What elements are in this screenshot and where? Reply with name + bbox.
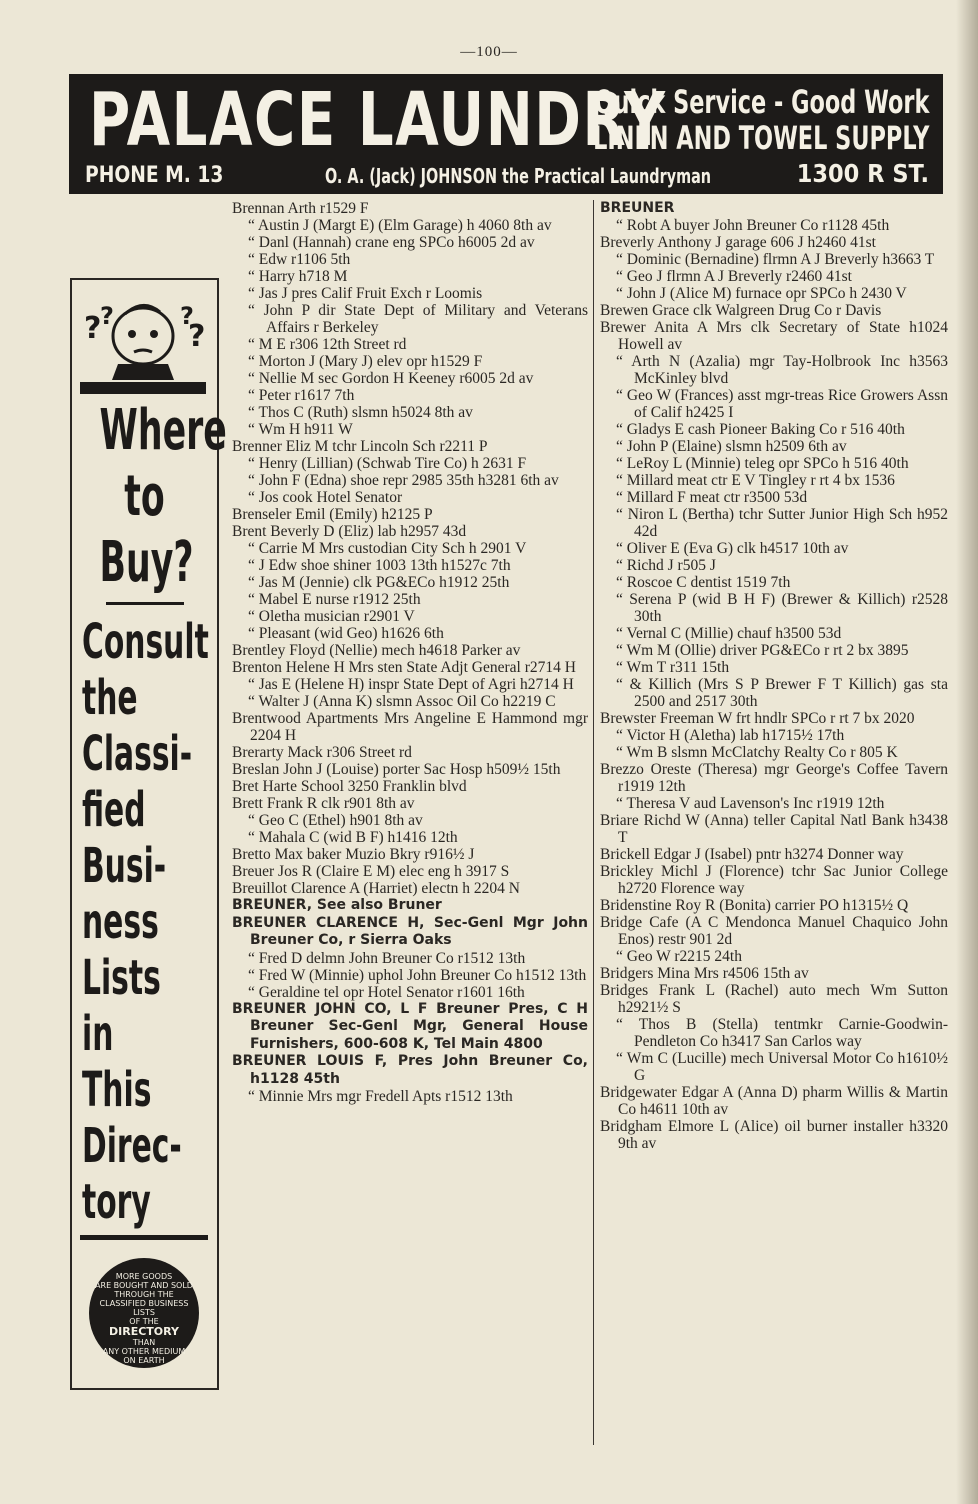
directory-entry: “ Wm H h911 W	[248, 421, 353, 438]
directory-entry: “ Geraldine tel opr Hotel Senator r1601 16th	[248, 983, 525, 1001]
directory-entry: “ Richd J r505 J	[616, 557, 716, 574]
banner-tagline-1: Quick Service - Good Work	[594, 83, 929, 121]
directory-entry: “ Henry (Lillian) (Schwab Tire Co) h 2631 F	[248, 455, 527, 472]
ad-word-to: to	[124, 464, 165, 529]
directory-entry: BREUNER, See also Bruner	[232, 897, 442, 913]
directory-entry: “ Thos B (Stella) tentmkr Carnie-Goodwin-Pendleton Co h3417 San Carlos way	[616, 1016, 948, 1050]
directory-entry: Breslan John J (Louise) porter Sac Hosp h509½ 15th	[232, 761, 561, 778]
directory-entry: Breverly Anthony J garage 606 J h2460 41st	[600, 234, 876, 251]
directory-entry: “ Wm C (Lucille) mech Universal Motor Co h1610½ G	[616, 1050, 948, 1084]
banner-footer-row	[85, 160, 929, 188]
seal-line: ANY OTHER MEDIUM	[102, 1347, 186, 1356]
directory-entry: “ Arth N (Azalia) mgr Tay-Holbrook Inc h3563 McKinley blvd	[616, 353, 948, 387]
ad-word-busi: Busi-	[82, 838, 167, 894]
ad-word-buy: Buy?	[99, 530, 194, 595]
directory-entry: “ Wm B slsmn McClatchy Realty Co r 805 K	[616, 744, 898, 761]
svg-text:?: ?	[84, 311, 102, 346]
directory-entry: Brewster Freeman W frt hndlr SPCo r rt 7 bx 2020	[600, 710, 915, 727]
directory-entry: Bretto Max baker Muzio Bkry r916½ J	[232, 846, 475, 863]
ad-word-consult: Consult	[82, 614, 209, 670]
directory-entry: “ Niron L (Bertha) tchr Sutter Junior High Sch h952 42d	[616, 506, 948, 540]
directory-entry: Breuer Jos R (Claire E M) elec eng h 3917 S	[232, 863, 510, 880]
ad-word-fied: fied	[82, 782, 146, 838]
seal-line: THROUGH THE	[114, 1290, 174, 1299]
directory-entry: “ Jos cook Hotel Senator	[248, 489, 403, 506]
page-spine-shadow	[956, 0, 978, 1504]
directory-entry: “ Vernal C (Millie) chauf h3500 53d	[616, 625, 842, 642]
directory-entry: Brent Beverly D (Eliz) lab h2957 43d	[232, 523, 467, 540]
directory-entry: Brenton Helene H Mrs sten State Adjt General r2714 H	[232, 659, 576, 676]
directory-entry: “ Theresa V aud Lavenson's Inc r1919 12th	[616, 795, 885, 812]
directory-entry: Brerarty Mack r306 Street rd	[232, 744, 412, 761]
directory-entry: “ Harry h718 M	[248, 268, 348, 285]
directory-entry: Bridgham Elmore L (Alice) oil burner installer h3320 9th av	[600, 1118, 948, 1152]
directory-seal	[89, 1258, 199, 1368]
ad-word-lists: Lists	[82, 950, 161, 1006]
directory-entry: “ Geo J flrmn A J Breverly r2460 41st	[616, 268, 852, 285]
directory-entry: Brentwood Apartments Mrs Angeline E Hammond mgr 2204 H	[232, 710, 588, 744]
directory-entry: “ Oliver E (Eva G) clk h4517 10th av	[616, 540, 849, 557]
directory-entry: “ Wm T r311 15th	[616, 659, 730, 676]
directory-entry: “ J Edw shoe shiner 1003 13th h1527c 7th	[248, 557, 511, 574]
directory-entry: “ Walter J (Anna K) slsmn Assoc Oil Co h2219 C	[248, 693, 556, 710]
banner-phone: PHONE M. 13	[85, 163, 224, 188]
directory-entry: “ Fred W (Minnie) uphol John Breuner Co h1512 13th	[248, 966, 587, 984]
ad-top-bar	[80, 382, 206, 394]
ad-divider-rule	[106, 602, 184, 605]
directory-entry: Brickley Michl J (Florence) tchr Sac Junior College h2720 Florence way	[600, 863, 948, 897]
svg-text:?: ?	[100, 302, 114, 330]
directory-entry: “ John F (Edna) shoe repr 2985 35th h3281 6th av	[248, 472, 559, 489]
directory-entry: Brennan Arth r1529 F	[232, 200, 369, 217]
directory-entry: “ Serena P (wid B H F) (Brewer & Killich) r2528 30th	[616, 591, 948, 625]
directory-entry: Bret Harte School 3250 Franklin blvd	[232, 778, 467, 795]
directory-entry: “ M E r306 12th Street rd	[248, 336, 407, 353]
directory-entry: “ Edw r1106 5th	[248, 251, 351, 268]
directory-entry: Bridge Cafe (A C Mendonca Manuel Chaquico John Enos) restr 901 2d	[600, 914, 948, 948]
directory-entry: “ LeRoy L (Minnie) teleg opr SPCo h 516 40th	[616, 455, 909, 472]
directory-entry: “ Peter r1617 7th	[248, 387, 355, 404]
directory-entry: Briare Richd W (Anna) teller Capital Natl Bank h3438 T	[600, 812, 948, 846]
puzzled-face-icon	[80, 294, 206, 380]
ad-word-direc: Direc-	[82, 1118, 182, 1174]
ad-word-the: the	[82, 670, 138, 726]
directory-entry: BREUNER CLARENCE H, Sec-Genl Mgr John Breuner Co, r Sierra Oaks	[232, 914, 588, 948]
directory-entry: Bridges Frank L (Rachel) auto mech Wm Sutton h2921½ S	[600, 982, 948, 1016]
directory-entry: BREUNER LOUIS F, Pres John Breuner Co, h1128 45th	[232, 1053, 588, 1087]
directory-entry: “ Minnie Mrs mgr Fredell Apts r1512 13th	[248, 1088, 513, 1105]
ad-word-ness: ness	[82, 894, 159, 950]
directory-entry: Breuillot Clarence A (Harriet) electn h 2204 N	[232, 880, 520, 897]
directory-entry: “ Jas E (Helene H) inspr State Dept of Agri h2714 H	[248, 676, 574, 693]
directory-entry: “ & Killich (Mrs S P Brewer F T Killich) gas sta 2500 and 2517 30th	[616, 676, 948, 710]
directory-entry: Brewen Grace clk Walgreen Drug Co r Davis	[600, 302, 882, 319]
directory-entry: “ Geo C (Ethel) h901 8th av	[248, 812, 423, 829]
directory-column-left	[232, 200, 588, 1105]
directory-entry: “ John P dir State Dept of Military and Veterans Affairs r Berkeley	[248, 302, 588, 336]
seal-line: THAN	[132, 1338, 156, 1347]
directory-entry: Brett Frank R clk r901 8th av	[232, 795, 415, 812]
directory-entry: “ Millard F meat ctr r3500 53d	[616, 489, 808, 506]
directory-entry: Bridgewater Edgar A (Anna D) pharm Willis & Martin Co h4611 10th av	[600, 1084, 948, 1118]
directory-entry: Bridenstine Roy R (Bonita) carrier PO h1315½ Q	[600, 897, 909, 914]
svg-text:?: ?	[188, 319, 206, 354]
directory-entry: “ Robt A buyer John Breuner Co r1128 45th	[616, 217, 890, 234]
page-number: —100—	[460, 44, 518, 60]
directory-entry: Brewer Anita A Mrs clk Secretary of State h1024 Howell av	[600, 319, 948, 353]
seal-line: OF THE	[129, 1317, 159, 1326]
directory-entry: Bridgers Mina Mrs r4506 15th av	[600, 965, 809, 982]
directory-entry: “ John P (Elaine) slsmn h2509 6th av	[616, 438, 847, 455]
ad-word-where: Where	[99, 398, 227, 463]
directory-entry: “ Mahala C (wid B F) h1416 12th	[248, 829, 458, 846]
ad-bottom-rule	[80, 1235, 208, 1240]
directory-entry: “ Jas M (Jennie) clk PG&ECo h1912 25th	[248, 574, 510, 591]
classified-sidebar-ad	[70, 278, 227, 1390]
directory-entry: BREUNER JOHN CO, L F Breuner Pres, C H Breuner Sec-Genl Mgr, General House Furnishers, 600-608 K, Tel Main 4800	[232, 1000, 588, 1052]
directory-entry: “ Roscoe C dentist 1519 7th	[616, 574, 791, 591]
ad-slogan	[72, 398, 227, 1230]
ad-word-tory: tory	[82, 1174, 151, 1230]
directory-entry: Brenseler Emil (Emily) h2125 P	[232, 506, 433, 523]
directory-entry: “ Gladys E cash Pioneer Baking Co r 516 40th	[616, 421, 905, 438]
directory-entry: “ Nellie M sec Gordon H Keeney r6005 2d av	[248, 370, 534, 387]
directory-entry: “ Geo W r2215 24th	[616, 948, 742, 965]
directory-entry: “ Morton J (Mary J) elev opr h1529 F	[248, 353, 483, 370]
ad-word-classi: Classi-	[82, 726, 193, 782]
directory-entry: “ Thos C (Ruth) slsmn h5024 8th av	[248, 404, 473, 421]
directory-entry: “ Austin J (Margt E) (Elm Garage) h 4060 8th av	[248, 217, 552, 234]
column-divider	[593, 200, 594, 1445]
ad-rule-wrap	[72, 596, 217, 614]
ad-word-this: This	[82, 1062, 152, 1118]
directory-entry: Brezzo Oreste (Theresa) mgr George's Coffee Tavern r1919 12th	[600, 761, 948, 795]
directory-entry: “ Pleasant (wid Geo) h1626 6th	[248, 625, 444, 642]
seal-line: DIRECTORY	[109, 1325, 179, 1338]
seal-line: ARE BOUGHT AND SOLD	[95, 1281, 193, 1290]
ad-word-in: in	[82, 1006, 114, 1062]
palace-laundry-banner	[69, 74, 943, 194]
directory-entry: “ Victor H (Aletha) lab h1715½ 17th	[616, 727, 845, 744]
seal-line: ON EARTH	[123, 1356, 165, 1365]
directory-entry: “ Geo W (Frances) asst mgr-treas Rice Growers Assn of Calif h2425 I	[616, 387, 948, 421]
directory-entry: “ John J (Alice M) furnace opr SPCo h 2430 V	[616, 285, 907, 302]
banner-title: PALACE LAUNDRY	[89, 77, 667, 163]
directory-entry: “ Jas J pres Calif Fruit Exch r Loomis	[248, 285, 483, 302]
directory-entry: “ Wm M (Ollie) driver PG&ECo r rt 2 bx 3895	[616, 642, 909, 659]
directory-entry: “ Danl (Hannah) crane eng SPCo h6005 2d av	[248, 234, 535, 251]
directory-entry: “ Fred D delmn John Breuner Co r1512 13th	[248, 949, 526, 967]
directory-entry: Brentley Floyd (Nellie) mech h4618 Parker av	[232, 642, 521, 659]
directory-entry: “ Oletha musician r2901 V	[248, 608, 415, 625]
banner-tagline-2: LINEN AND TOWEL SUPPLY	[592, 119, 929, 157]
directory-column-right	[600, 200, 948, 1152]
directory-entry: Brickell Edgar J (Isabel) pntr h3274 Donner way	[600, 846, 904, 863]
banner-owner: O. A. (Jack) JOHNSON the Practical Laundryman	[325, 164, 712, 188]
banner-tagline	[593, 84, 929, 156]
column-heading: BREUNER	[600, 200, 675, 216]
seal-line: CLASSIFIED BUSINESS LISTS	[99, 1299, 189, 1317]
directory-entry: “ Carrie M Mrs custodian City Sch h 2901 V	[248, 540, 527, 557]
svg-text:?: ?	[180, 302, 194, 330]
directory-entry: “ Dominic (Bernadine) flrmn A J Breverly h3663 T	[616, 251, 935, 268]
directory-entry: Brenner Eliz M tchr Lincoln Sch r2211 P	[232, 438, 488, 455]
directory-entry: “ Mabel E nurse r1912 25th	[248, 591, 421, 608]
seal-line: MORE GOODS	[115, 1272, 173, 1281]
directory-entry: “ Millard meat ctr E V Tingley r rt 4 bx 1536	[616, 472, 895, 489]
banner-address: 1300 R ST.	[796, 159, 929, 188]
